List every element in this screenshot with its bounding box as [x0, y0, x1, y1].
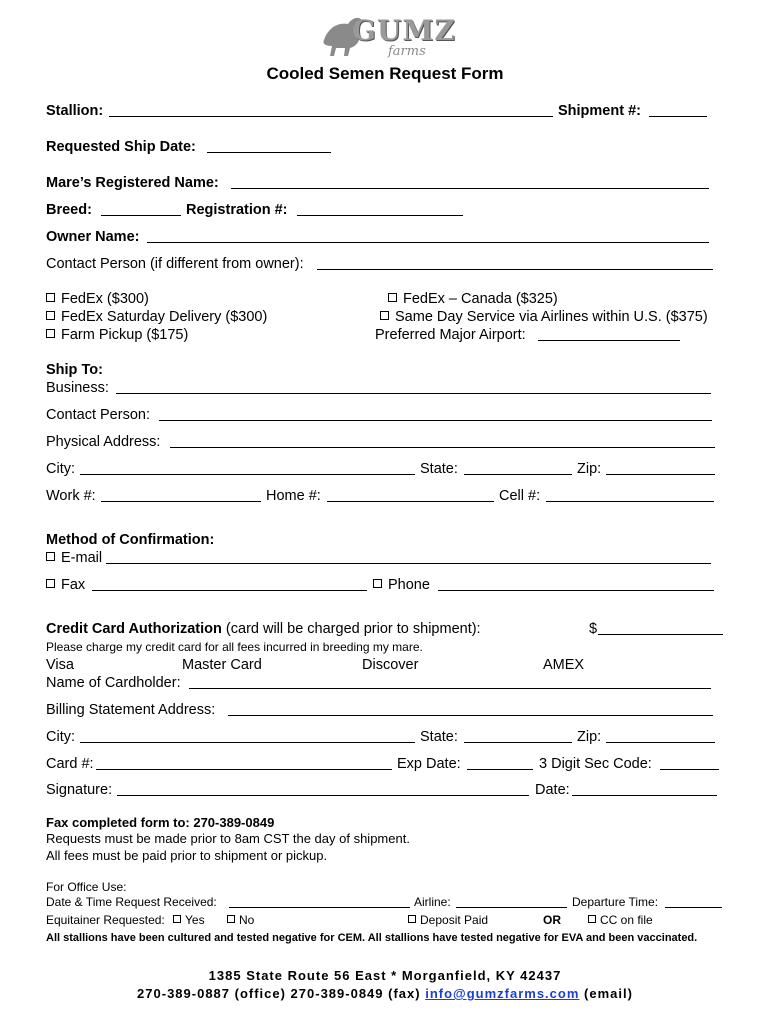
office-use-label: For Office Use:	[46, 880, 127, 894]
shipment-label: Shipment #:	[558, 103, 641, 119]
address-field[interactable]	[170, 447, 715, 448]
shipment-field[interactable]	[649, 116, 707, 117]
confirm-fax-field[interactable]	[92, 590, 367, 591]
deposit-paid-option[interactable]	[408, 913, 488, 927]
signature-label: Signature:	[46, 782, 113, 798]
business-field[interactable]	[116, 393, 711, 394]
confirm-phone-option[interactable]	[373, 576, 430, 594]
footer-contacts	[0, 985, 770, 1003]
cardholder-field[interactable]	[189, 688, 711, 689]
checkbox-icon[interactable]	[227, 915, 235, 923]
option-fedex-saturday[interactable]	[46, 308, 267, 326]
checkbox-icon[interactable]	[588, 915, 596, 923]
option-fedex-canada-label: FedEx – Canada ($325)	[403, 291, 558, 307]
equitainer-yes-label: Yes	[185, 913, 205, 927]
work-phone-field[interactable]	[101, 501, 261, 502]
home-phone-label: Home #:	[266, 488, 321, 504]
option-same-day[interactable]	[380, 308, 708, 326]
confirm-fax-option[interactable]	[46, 576, 85, 594]
cem-disclaimer: All stallions have been cultured and tested negative for CEM. All stallions have tested negative for EVA and been vaccinated.	[46, 932, 698, 944]
ship-contact-label: Contact Person:	[46, 407, 150, 423]
option-same-day-label: Same Day Service via Airlines within U.S. ($375)	[395, 309, 708, 325]
logo-subtext: farms	[388, 44, 426, 59]
or-label: OR	[543, 913, 561, 927]
card-type-discover[interactable]: Discover	[362, 657, 419, 673]
mare-name-field[interactable]	[231, 188, 709, 189]
registration-field[interactable]	[297, 215, 463, 216]
footer-address: 1385 State Route 56 East * Morganfield, KY 42437	[208, 968, 562, 983]
confirm-email-field[interactable]	[106, 563, 711, 564]
option-fedex-label: FedEx ($300)	[61, 291, 149, 307]
contact-label: Contact Person (if different from owner):	[46, 256, 304, 272]
billing-state-label: State:	[420, 729, 458, 745]
billing-city-field[interactable]	[80, 742, 415, 743]
footer-email-link[interactable]: info@gumzfarms.com	[425, 986, 580, 1001]
card-type-amex[interactable]: AMEX	[543, 657, 585, 673]
sign-date-label: Date:	[535, 782, 570, 798]
credit-heading-note: (card will be charged prior to shipment):	[225, 621, 481, 637]
airline-field[interactable]	[456, 907, 567, 908]
ship-date-label: Requested Ship Date:	[46, 139, 196, 155]
received-field[interactable]	[229, 907, 410, 908]
airport-label: Preferred Major Airport:	[375, 327, 526, 343]
airport-field[interactable]	[538, 340, 680, 341]
sec-code-label: 3 Digit Sec Code:	[539, 756, 652, 772]
card-type-mastercard[interactable]: Master Card	[182, 657, 262, 673]
card-number-label: Card #:	[46, 756, 94, 772]
option-fedex[interactable]	[46, 290, 149, 308]
equitainer-yes-option[interactable]	[173, 913, 205, 927]
billing-field[interactable]	[228, 715, 713, 716]
equitainer-no-label: No	[239, 913, 255, 927]
ship-state-field[interactable]	[464, 474, 572, 475]
stallion-label: Stallion:	[46, 103, 104, 119]
authorization-text: Please charge my credit card for all fees incurred in breeding my mare.	[46, 640, 423, 654]
gumz-farms-logo	[318, 10, 456, 62]
option-farm-pickup-label: Farm Pickup ($175)	[61, 327, 189, 343]
request-deadline-note: Requests must be made prior to 8am CST the day of shipment.	[46, 831, 410, 846]
checkbox-icon[interactable]	[388, 293, 397, 302]
stallion-field[interactable]	[109, 116, 553, 117]
owner-field[interactable]	[147, 242, 709, 243]
departure-field[interactable]	[665, 907, 722, 908]
exp-date-label: Exp Date:	[397, 756, 461, 772]
footer-phones: 270-389-0887 (office) 270-389-0849 (fax)	[137, 986, 421, 1001]
confirm-phone-field[interactable]	[438, 590, 714, 591]
owner-label: Owner Name:	[46, 229, 140, 245]
ship-to-heading: Ship To:	[46, 362, 103, 378]
ship-city-label: City:	[46, 461, 75, 477]
address-label: Physical Address:	[46, 434, 161, 450]
registration-label: Registration #:	[186, 202, 288, 218]
amount-field[interactable]	[598, 634, 723, 635]
option-farm-pickup[interactable]	[46, 326, 188, 344]
payment-note: All fees must be paid prior to shipment or pickup.	[46, 848, 328, 863]
sec-code-field[interactable]	[660, 769, 719, 770]
mare-name-label: Mare’s Registered Name:	[46, 175, 219, 191]
deposit-paid-label: Deposit Paid	[420, 913, 489, 927]
amount-dollar-label: $	[589, 621, 598, 637]
checkbox-icon[interactable]	[46, 293, 55, 302]
ship-city-field[interactable]	[80, 474, 415, 475]
option-fedex-canada[interactable]	[388, 290, 558, 308]
cell-phone-label: Cell #:	[499, 488, 541, 504]
checkbox-icon[interactable]	[408, 915, 416, 923]
confirmation-heading: Method of Confirmation:	[46, 532, 215, 548]
confirm-email-label: E-mail	[61, 550, 103, 566]
cc-on-file-label: CC on file	[600, 913, 653, 927]
billing-zip-label: Zip:	[577, 729, 602, 745]
received-label: Date & Time Request Received:	[46, 895, 217, 909]
checkbox-icon[interactable]	[46, 329, 55, 338]
billing-label: Billing Statement Address:	[46, 702, 216, 718]
cell-phone-field[interactable]	[546, 501, 714, 502]
cc-on-file-option[interactable]	[588, 913, 653, 927]
cardholder-label: Name of Cardholder:	[46, 675, 181, 691]
signature-field[interactable]	[117, 795, 529, 796]
option-fedex-saturday-label: FedEx Saturday Delivery ($300)	[61, 309, 268, 325]
equitainer-label: Equitainer Requested:	[46, 913, 165, 927]
page-title: Cooled Semen Request Form	[266, 64, 504, 83]
airline-label: Airline:	[414, 895, 451, 909]
ship-zip-field[interactable]	[606, 474, 715, 475]
confirm-phone-label: Phone	[388, 577, 430, 593]
equitainer-no-option[interactable]	[227, 913, 254, 927]
ship-date-field[interactable]	[207, 152, 331, 153]
checkbox-icon[interactable]	[373, 579, 382, 588]
home-phone-field[interactable]	[327, 501, 494, 502]
billing-zip-field[interactable]	[606, 742, 715, 743]
ship-state-label: State:	[420, 461, 458, 477]
card-number-field[interactable]	[96, 769, 392, 770]
checkbox-icon[interactable]	[380, 311, 389, 320]
credit-heading-title: Credit Card Authorization	[46, 621, 222, 637]
fax-instructions: Fax completed form to: 270-389-0849	[46, 815, 275, 830]
checkbox-icon[interactable]	[173, 915, 181, 923]
card-type-visa[interactable]: Visa	[46, 657, 74, 673]
checkbox-icon[interactable]	[46, 579, 55, 588]
sign-date-field[interactable]	[572, 795, 717, 796]
logo-text: GUMZ	[352, 14, 456, 47]
business-label: Business:	[46, 380, 109, 396]
work-phone-label: Work #:	[46, 488, 96, 504]
exp-date-field[interactable]	[467, 769, 533, 770]
breed-field[interactable]	[101, 215, 181, 216]
billing-city-label: City:	[46, 729, 75, 745]
footer-email-label: (email)	[584, 986, 633, 1001]
ship-zip-label: Zip:	[577, 461, 602, 477]
credit-heading	[46, 620, 481, 638]
confirm-fax-label: Fax	[61, 577, 86, 593]
contact-field[interactable]	[317, 269, 713, 270]
ship-contact-field[interactable]	[159, 420, 712, 421]
checkbox-icon[interactable]	[46, 311, 55, 320]
billing-state-field[interactable]	[464, 742, 572, 743]
confirm-email-option[interactable]	[46, 549, 102, 567]
breed-label: Breed:	[46, 202, 92, 218]
departure-label: Departure Time:	[572, 895, 659, 909]
checkbox-icon[interactable]	[46, 552, 55, 561]
